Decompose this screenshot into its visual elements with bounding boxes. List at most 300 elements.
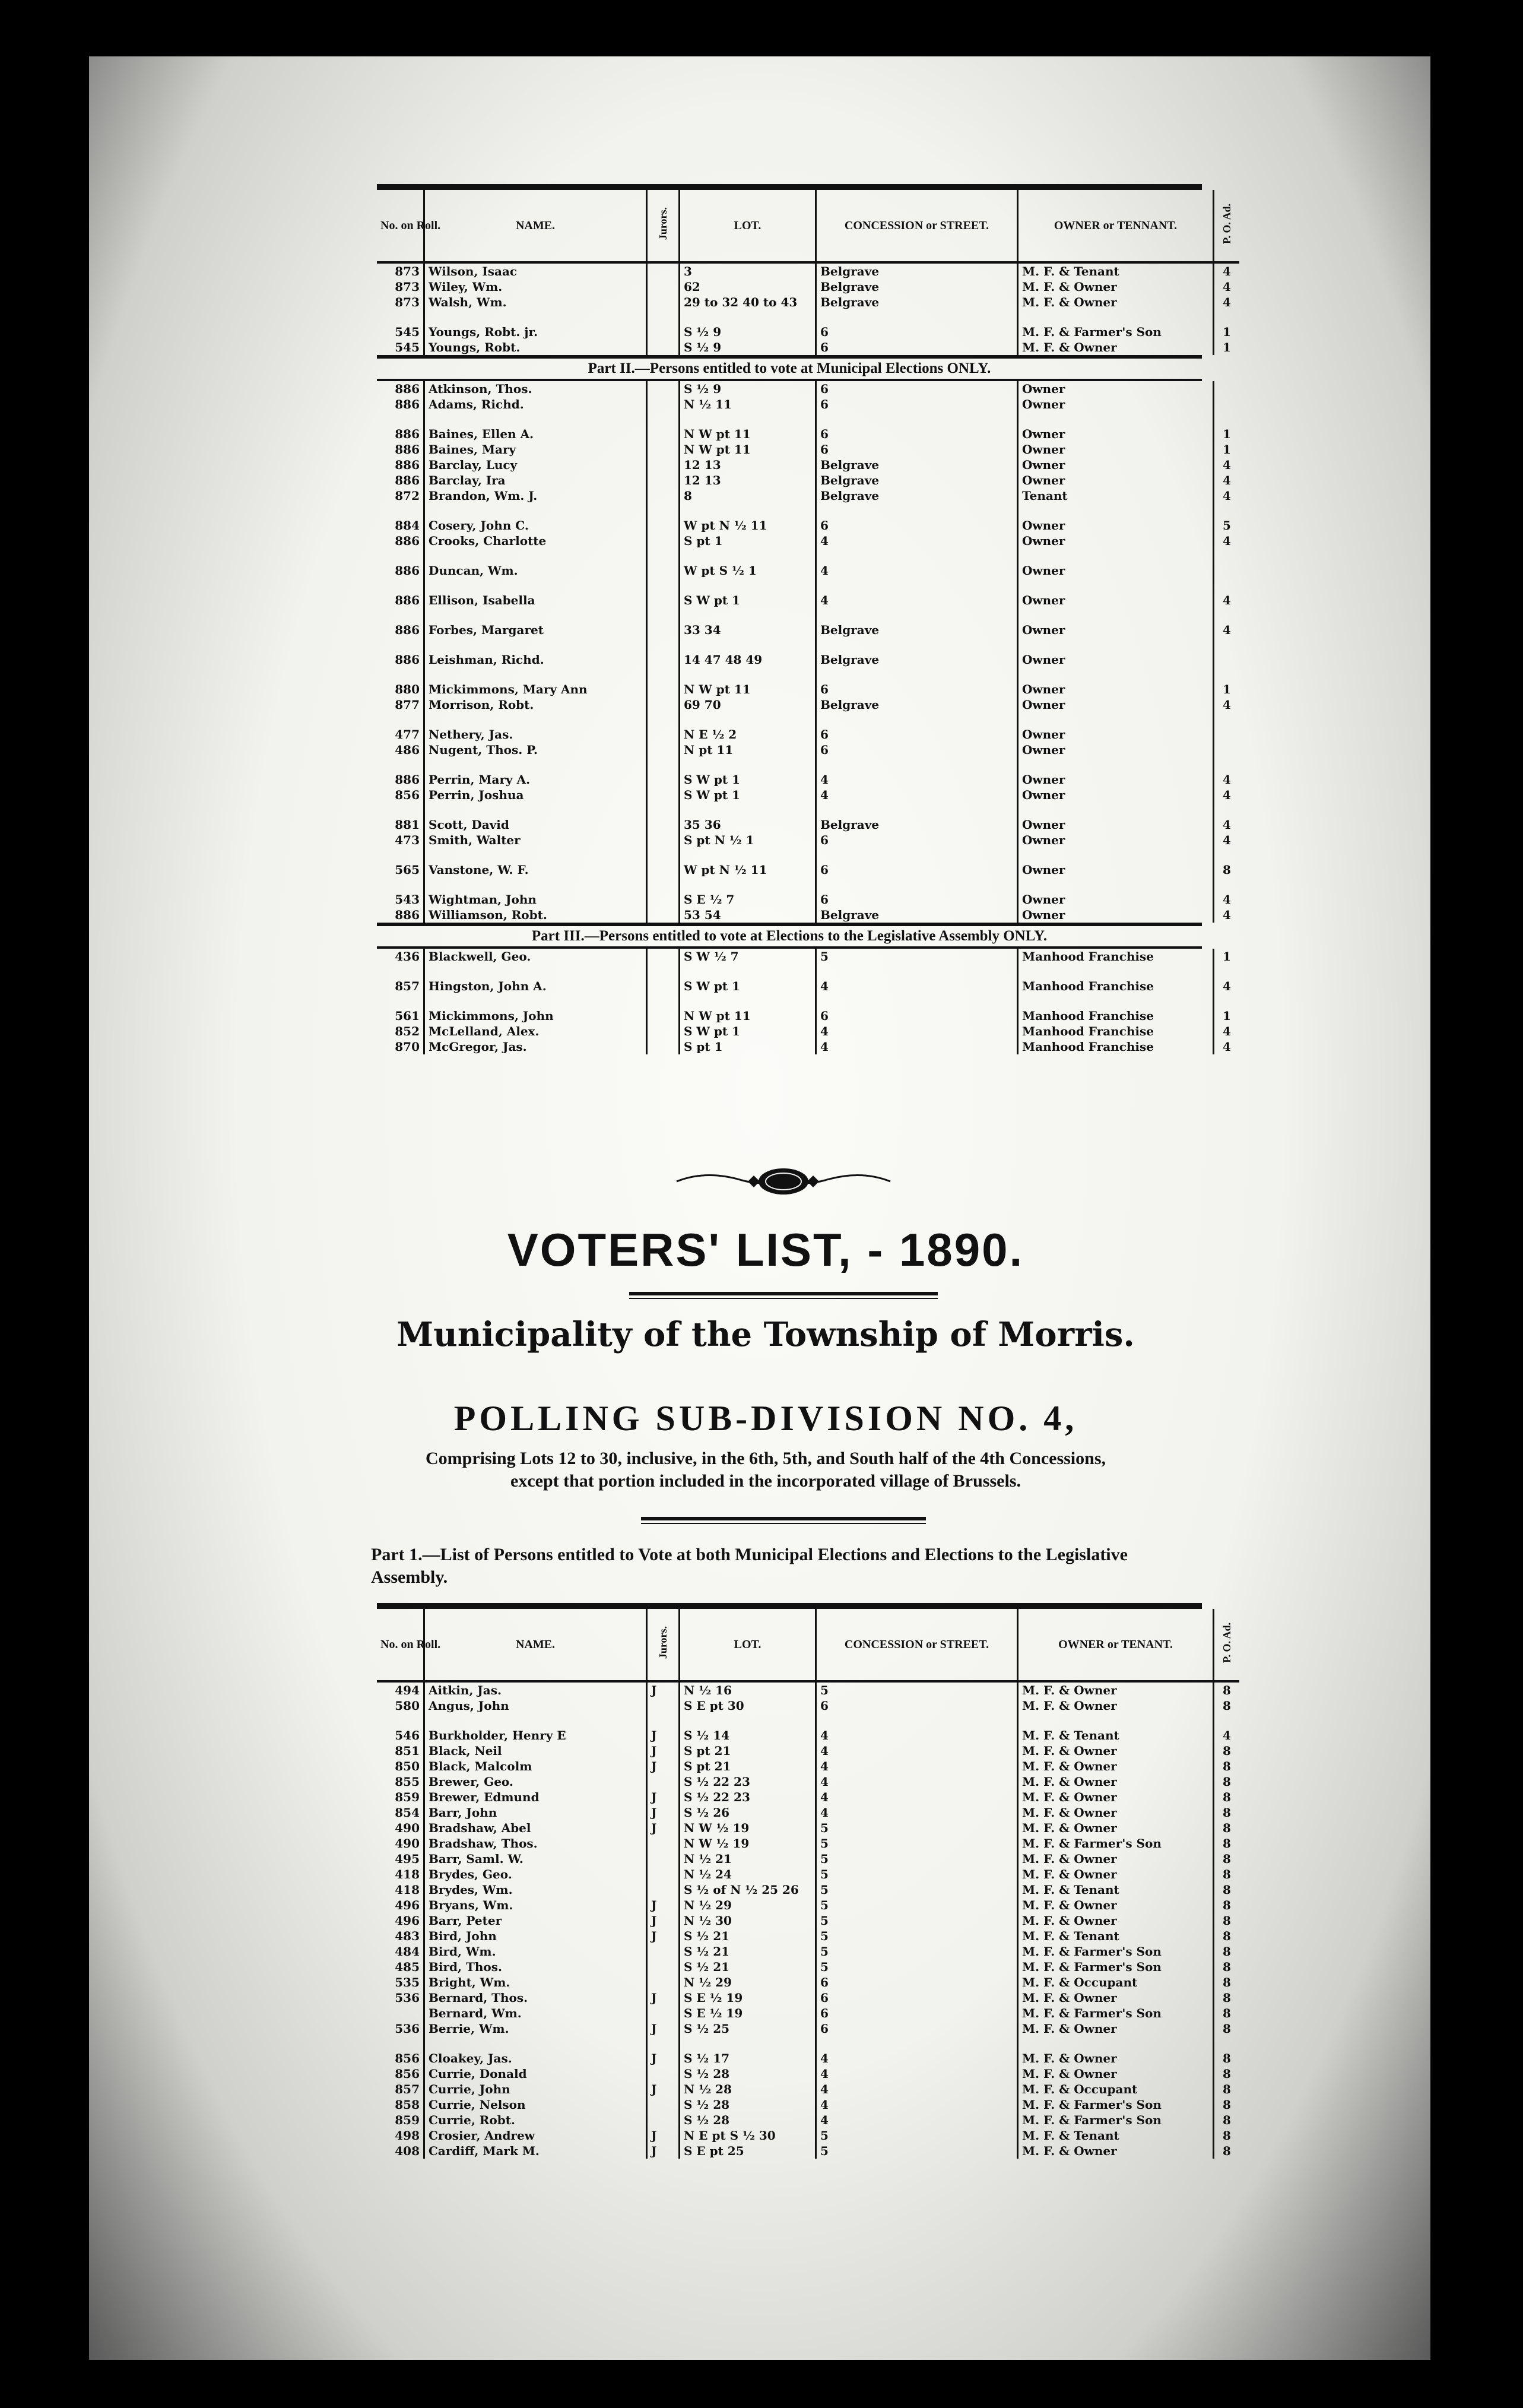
cell-roll-no: 496: [395, 1898, 420, 1912]
cell-roll-no: 856: [395, 2067, 420, 2081]
cell-roll-no: 857: [395, 979, 420, 993]
cell-lot: N W ½ 19: [680, 1836, 816, 1851]
table-row: [377, 949, 1239, 964]
cell-jurors: [647, 533, 680, 549]
table-row: [377, 518, 1239, 533]
cell-po: 8: [1214, 2066, 1240, 2081]
cell-concession: 4: [816, 563, 1018, 578]
cell-lot: N E ½ 2: [680, 727, 816, 742]
cell-jurors: [647, 622, 680, 638]
cell-empty: [647, 964, 680, 978]
cell-concession: 4: [816, 2081, 1018, 2097]
table-row-gap: [377, 503, 1239, 518]
table-row: [377, 907, 1239, 923]
cell-name: Mickimmons, John: [424, 1008, 647, 1024]
cell-name: Currie, Nelson: [424, 2097, 647, 2112]
cell-jurors: [647, 381, 680, 397]
voters-table-bottom: [377, 1603, 1233, 2159]
cell-owner: M. F. & Tenant: [1018, 2128, 1214, 2143]
cell-lot: N ½ 29: [680, 1897, 816, 1913]
cell-roll-no: 473: [395, 833, 420, 847]
cell-po: 8: [1214, 1944, 1240, 1959]
col-header-owner: OWNER or TENANT.: [1018, 1609, 1214, 1681]
cell-empty: [647, 848, 680, 862]
cell-jurors: [647, 892, 680, 907]
cell-empty: [680, 549, 816, 563]
cell-empty: [424, 1713, 647, 1728]
table-row: [377, 340, 1239, 355]
cell-concession: 4: [816, 1774, 1018, 1789]
table-row: [377, 1683, 1239, 1698]
cell-empty: [424, 712, 647, 727]
cell-po: 8: [1214, 1990, 1240, 2005]
table-row: [377, 2097, 1239, 2112]
cell-name: Hingston, John A.: [424, 978, 647, 994]
cell-roll-no: 880: [395, 682, 420, 696]
cell-name: Youngs, Robt.: [424, 340, 647, 355]
table-row: [377, 1743, 1239, 1759]
cell-name: Barr, Peter: [424, 1913, 647, 1928]
cell-name: Angus, John: [424, 1698, 647, 1713]
cell-empty: [647, 549, 680, 563]
cell-empty: [816, 503, 1018, 518]
cell-empty: [680, 667, 816, 682]
cell-name: Bernard, Wm.: [424, 2005, 647, 2021]
cell-empty: [680, 608, 816, 622]
cell-concession: Belgrave: [816, 294, 1018, 310]
cell-po: 4: [1214, 1728, 1240, 1743]
cell-jurors: [647, 1975, 680, 1990]
cell-owner: Owner: [1018, 533, 1214, 549]
cell-roll-no: 886: [395, 908, 420, 922]
cell-owner: Owner: [1018, 727, 1214, 742]
cell-concession: 4: [816, 1789, 1018, 1805]
cell-empty: [377, 877, 424, 892]
cell-po: 1: [1214, 682, 1240, 697]
cell-roll-no: 886: [395, 458, 420, 472]
cell-lot: S ½ 21: [680, 1944, 816, 1959]
cell-owner: M. F. & Owner: [1018, 1913, 1214, 1928]
cell-owner: M. F. & Owner: [1018, 1820, 1214, 1836]
table-row: [377, 533, 1239, 549]
cell-owner: M. F. & Owner: [1018, 1789, 1214, 1805]
cell-po: 8: [1214, 2143, 1240, 2159]
table-row: [377, 697, 1239, 712]
cell-jurors: [647, 488, 680, 503]
cell-lot: S W pt 1: [680, 1024, 816, 1039]
cell-empty: [1214, 964, 1240, 978]
cell-jurors: [647, 426, 680, 442]
cell-name: Williamson, Robt.: [424, 907, 647, 923]
cell-name: Cardiff, Mark M.: [424, 2143, 647, 2159]
cell-jurors: J: [647, 1897, 680, 1913]
cell-empty: [424, 758, 647, 772]
cell-concession: 6: [816, 1975, 1018, 1990]
cell-concession: 4: [816, 772, 1018, 787]
cell-concession: 5: [816, 2128, 1018, 2143]
cell-name: Mickimmons, Mary Ann: [424, 682, 647, 697]
cell-name: Perrin, Mary A.: [424, 772, 647, 787]
cell-po: 4: [1214, 978, 1240, 994]
cell-lot: N ½ 28: [680, 2081, 816, 2097]
cell-concession: 4: [816, 593, 1018, 608]
table-row: [377, 563, 1239, 578]
cell-empty: [1018, 877, 1214, 892]
cell-empty: [1018, 578, 1214, 593]
col-header-name: NAME.: [424, 190, 647, 262]
cell-roll-no: 436: [395, 949, 420, 964]
cell-name: McLelland, Alex.: [424, 1024, 647, 1039]
cell-roll-no: 561: [395, 1009, 420, 1023]
table-row: [377, 652, 1239, 667]
cell-owner: Manhood Franchise: [1018, 978, 1214, 994]
cell-po: 8: [1214, 2051, 1240, 2066]
cell-empty: [647, 638, 680, 652]
cell-owner: M. F. & Owner: [1018, 1759, 1214, 1774]
cell-lot: 12 13: [680, 473, 816, 488]
col-header-jurors: Jurors.: [647, 190, 680, 262]
cell-empty: [424, 310, 647, 324]
cell-jurors: J: [647, 2051, 680, 2066]
cell-name: Currie, John: [424, 2081, 647, 2097]
cell-owner: Manhood Franchise: [1018, 1024, 1214, 1039]
cell-jurors: [647, 1959, 680, 1975]
cell-empty: [816, 758, 1018, 772]
cell-owner: Owner: [1018, 397, 1214, 412]
cell-jurors: [647, 1698, 680, 1713]
cell-concession: 6: [816, 442, 1018, 457]
cell-roll-no: 881: [395, 818, 420, 832]
cell-empty: [424, 877, 647, 892]
cell-lot: S ½ 26: [680, 1805, 816, 1820]
cell-name: Brewer, Edmund: [424, 1789, 647, 1805]
cell-name: Vanstone, W. F.: [424, 862, 647, 877]
cell-empty: [816, 877, 1018, 892]
cell-name: Nugent, Thos. P.: [424, 742, 647, 758]
cell-jurors: [647, 473, 680, 488]
cell-name: Blackwell, Geo.: [424, 949, 647, 964]
table-row: [377, 457, 1239, 473]
cell-jurors: J: [647, 1728, 680, 1743]
cell-empty: [1018, 848, 1214, 862]
cell-jurors: [647, 457, 680, 473]
cell-jurors: [647, 1944, 680, 1959]
cell-name: Brandon, Wm. J.: [424, 488, 647, 503]
table-row: [377, 1759, 1239, 1774]
cell-empty: [1018, 549, 1214, 563]
cell-empty: [680, 848, 816, 862]
cell-lot: S pt 1: [680, 1039, 816, 1054]
table-row: [377, 817, 1239, 832]
cell-empty: [680, 803, 816, 817]
cell-po: 4: [1214, 1024, 1240, 1039]
cell-po: 1: [1214, 426, 1240, 442]
cell-jurors: [647, 294, 680, 310]
cell-roll-no: 536: [395, 2022, 420, 2036]
cell-lot: N W ½ 19: [680, 1820, 816, 1836]
cell-name: Scott, David: [424, 817, 647, 832]
cell-empty: [1018, 503, 1214, 518]
cell-concession: 6: [816, 426, 1018, 442]
cell-roll-no: 859: [395, 2113, 420, 2127]
cell-concession: 5: [816, 1882, 1018, 1897]
cell-lot: S W pt 1: [680, 978, 816, 994]
cell-roll-no: 884: [395, 518, 420, 533]
cell-concession: 5: [816, 1820, 1018, 1836]
cell-name: Cosery, John C.: [424, 518, 647, 533]
cell-po: 8: [1214, 1959, 1240, 1975]
cell-concession: 6: [816, 832, 1018, 848]
table-row: [377, 1867, 1239, 1882]
comprising-line-2: except that portion included in the incorporated village of Brussels.: [510, 1471, 1021, 1491]
part3-heading: Part III.—Persons entitled to vote at Elections to the Legislative Assembly ONLY.: [377, 923, 1202, 949]
cell-po: 8: [1214, 1683, 1240, 1698]
cell-concession: 4: [816, 2066, 1018, 2081]
cell-po: 8: [1214, 2112, 1240, 2128]
cell-roll-no: [377, 2005, 424, 2021]
cell-roll-no: 886: [395, 382, 420, 396]
cell-lot: S W pt 1: [680, 593, 816, 608]
cell-jurors: J: [647, 1928, 680, 1944]
cell-name: Baines, Mary: [424, 442, 647, 457]
cell-jurors: [647, 397, 680, 412]
cell-empty: [680, 758, 816, 772]
cell-name: Forbes, Margaret: [424, 622, 647, 638]
cell-empty: [647, 412, 680, 426]
cell-concession: 6: [816, 340, 1018, 355]
cell-empty: [816, 848, 1018, 862]
cell-lot: S pt 1: [680, 533, 816, 549]
voters-table-top: [377, 184, 1233, 1054]
cell-concession: Belgrave: [816, 907, 1018, 923]
table-row: [377, 978, 1239, 994]
table-row: [377, 2021, 1239, 2036]
cell-name: Bradshaw, Thos.: [424, 1836, 647, 1851]
cell-lot: S ½ 17: [680, 2051, 816, 2066]
cell-empty: [816, 310, 1018, 324]
cell-jurors: [647, 862, 680, 877]
cell-roll-no: 490: [395, 1836, 420, 1851]
cell-name: Burkholder, Henry E: [424, 1728, 647, 1743]
cell-po: 4: [1214, 787, 1240, 803]
col-header-jurors: Jurors.: [647, 1609, 680, 1681]
cell-owner: Owner: [1018, 862, 1214, 877]
cell-empty: [1214, 712, 1240, 727]
table-header-bottom: [377, 1609, 1239, 1683]
cell-concession: 4: [816, 1759, 1018, 1774]
cell-empty: [647, 310, 680, 324]
cell-owner: M. F. & Owner: [1018, 1698, 1214, 1713]
cell-roll-no: 873: [395, 280, 420, 294]
cell-roll-no: 886: [395, 427, 420, 441]
cell-jurors: [647, 442, 680, 457]
cell-jurors: [647, 682, 680, 697]
cell-owner: Owner: [1018, 593, 1214, 608]
cell-po: 8: [1214, 1928, 1240, 1944]
cell-jurors: J: [647, 1789, 680, 1805]
cell-owner: M. F. & Owner: [1018, 294, 1214, 310]
cell-roll-no: 886: [395, 652, 420, 667]
cell-concession: Belgrave: [816, 697, 1018, 712]
table-row-gap: [377, 964, 1239, 978]
table-row-gap: [377, 638, 1239, 652]
table-row: [377, 2066, 1239, 2081]
table-row: [377, 1805, 1239, 1820]
cell-name: Barclay, Lucy: [424, 457, 647, 473]
table-row: [377, 727, 1239, 742]
cell-jurors: [647, 727, 680, 742]
cell-roll-no: 872: [395, 489, 420, 503]
table-row-gap: [377, 549, 1239, 563]
cell-jurors: J: [647, 1913, 680, 1928]
cell-concession: 5: [816, 2143, 1018, 2159]
cell-lot: S E pt 25: [680, 2143, 816, 2159]
cell-concession: 4: [816, 2112, 1018, 2128]
cell-owner: Owner: [1018, 817, 1214, 832]
table-row: [377, 1897, 1239, 1913]
cell-jurors: J: [647, 2143, 680, 2159]
cell-po: 1: [1214, 949, 1240, 964]
cell-jurors: [647, 1774, 680, 1789]
cell-owner: M. F. & Owner: [1018, 1867, 1214, 1882]
cell-jurors: [647, 324, 680, 340]
cell-concession: Belgrave: [816, 488, 1018, 503]
table-row: [377, 1039, 1239, 1054]
cell-concession: 4: [816, 1728, 1018, 1743]
cell-name: Cloakey, Jas.: [424, 2051, 647, 2066]
part3-table: [377, 949, 1239, 1054]
cell-owner: Manhood Franchise: [1018, 1008, 1214, 1024]
cell-jurors: J: [647, 1743, 680, 1759]
cell-po: [1214, 652, 1240, 667]
cell-owner: Manhood Franchise: [1018, 949, 1214, 964]
cell-jurors: [647, 1008, 680, 1024]
cell-concession: 6: [816, 1698, 1018, 1713]
table-row-gap: [377, 877, 1239, 892]
cell-empty: [424, 994, 647, 1008]
cell-lot: S E pt 30: [680, 1698, 816, 1713]
cell-owner: M. F. & Owner: [1018, 1805, 1214, 1820]
cell-roll-no: 850: [395, 1759, 420, 1773]
table-row: [377, 1913, 1239, 1928]
cell-po: 4: [1214, 622, 1240, 638]
cell-concession: Belgrave: [816, 279, 1018, 294]
cell-jurors: [647, 1836, 680, 1851]
cell-jurors: J: [647, 2021, 680, 2036]
cell-lot: N ½ 30: [680, 1913, 816, 1928]
cell-roll-no: 484: [395, 1944, 420, 1959]
cell-lot: S ½ 22 23: [680, 1789, 816, 1805]
cell-name: Brydes, Wm.: [424, 1882, 647, 1897]
cell-roll-no: 855: [395, 1775, 420, 1789]
cell-lot: 62: [680, 279, 816, 294]
cell-jurors: [647, 2112, 680, 2128]
cell-empty: [1214, 848, 1240, 862]
cell-owner: Owner: [1018, 381, 1214, 397]
table-row-gap: [377, 994, 1239, 1008]
cell-jurors: [647, 1867, 680, 1882]
cell-po: 8: [1214, 1759, 1240, 1774]
cell-po: 4: [1214, 264, 1240, 279]
table-row: [377, 593, 1239, 608]
cell-jurors: [647, 787, 680, 803]
cell-roll-no: 565: [395, 863, 420, 877]
cell-empty: [816, 608, 1018, 622]
cell-lot: S ½ 22 23: [680, 1774, 816, 1789]
cell-roll-no: 498: [395, 2128, 420, 2143]
cell-owner: Owner: [1018, 907, 1214, 923]
cell-concession: 5: [816, 1944, 1018, 1959]
cell-roll-no: 886: [395, 623, 420, 637]
col-header-lot: LOT.: [680, 1609, 816, 1681]
cell-lot: N ½ 24: [680, 1867, 816, 1882]
cell-name: Barr, John: [424, 1805, 647, 1820]
cell-empty: [377, 964, 424, 978]
cell-po: 4: [1214, 488, 1240, 503]
cell-owner: M. F. & Owner: [1018, 1743, 1214, 1759]
cell-owner: Owner: [1018, 518, 1214, 533]
cell-lot: S E ½ 19: [680, 1990, 816, 2005]
table-row-gap: [377, 412, 1239, 426]
cell-empty: [816, 712, 1018, 727]
cell-empty: [680, 1713, 816, 1728]
part1a-table: [377, 264, 1239, 355]
table-header-top: [377, 190, 1239, 264]
cell-empty: [680, 412, 816, 426]
cell-roll-no: 580: [395, 1699, 420, 1713]
cell-jurors: [647, 518, 680, 533]
cell-lot: S pt 21: [680, 1759, 816, 1774]
cell-concession: 6: [816, 1008, 1018, 1024]
cell-empty: [816, 412, 1018, 426]
cell-roll-no: 886: [395, 442, 420, 457]
cell-empty: [377, 638, 424, 652]
cell-name: Currie, Donald: [424, 2066, 647, 2081]
cell-lot: S ½ 14: [680, 1728, 816, 1743]
cell-roll-no: 856: [395, 2051, 420, 2065]
cell-owner: Owner: [1018, 787, 1214, 803]
col-header-po: P. O. Ad.: [1214, 190, 1240, 262]
col-header-owner: OWNER or TENNANT.: [1018, 190, 1214, 262]
cell-lot: 29 to 32 40 to 43: [680, 294, 816, 310]
cell-lot: 53 54: [680, 907, 816, 923]
cell-empty: [1214, 549, 1240, 563]
cell-name: Baines, Ellen A.: [424, 426, 647, 442]
table-row: [377, 1975, 1239, 1990]
cell-jurors: [647, 563, 680, 578]
cell-name: Bernard, Thos.: [424, 1990, 647, 2005]
cell-owner: M. F. & Farmer's Son: [1018, 1836, 1214, 1851]
part2-heading: Part II.—Persons entitled to vote at Municipal Elections ONLY.: [377, 355, 1202, 381]
cell-lot: N W pt 11: [680, 426, 816, 442]
cell-po: 4: [1214, 817, 1240, 832]
cell-name: Wiley, Wm.: [424, 279, 647, 294]
table-row-gap: [377, 712, 1239, 727]
cell-concession: 6: [816, 2005, 1018, 2021]
cell-roll-no: 886: [395, 772, 420, 787]
cell-empty: [1214, 578, 1240, 593]
cell-empty: [1214, 608, 1240, 622]
cell-concession: 4: [816, 1024, 1018, 1039]
cell-roll-no: 536: [395, 1991, 420, 2005]
cell-owner: M. F. & Tenant: [1018, 1882, 1214, 1897]
cell-owner: M. F. & Owner: [1018, 1683, 1214, 1698]
cell-po: 8: [1214, 1867, 1240, 1882]
cell-empty: [377, 712, 424, 727]
cell-empty: [647, 758, 680, 772]
cell-jurors: [647, 1039, 680, 1054]
cell-roll-no: 873: [395, 295, 420, 309]
